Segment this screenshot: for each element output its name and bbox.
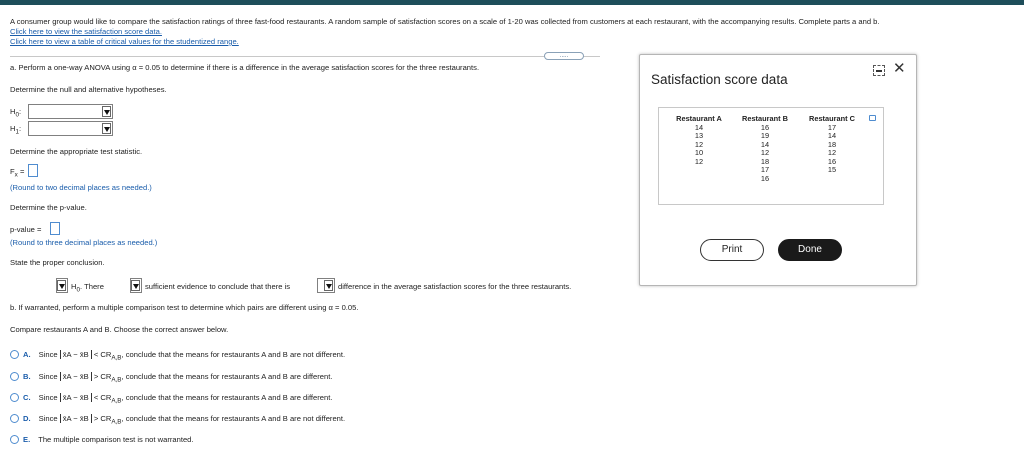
table-cell: 17 (760, 165, 770, 174)
view-table-link[interactable]: Click here to view a table of critical values for the studentized range. (10, 37, 239, 46)
print-button[interactable]: Print (700, 239, 764, 261)
table-cell: 15 (827, 165, 837, 174)
column-header: Restaurant B (742, 114, 788, 123)
column-header: Restaurant A (676, 114, 722, 123)
p-value-input[interactable] (50, 222, 60, 235)
part-a-instruction: a. Perform a one-way ANOVA using α = 0.05 to determine if there is a difference in the average satisfaction scores for the three restaurants. (10, 63, 480, 72)
minimize-icon[interactable] (873, 65, 885, 76)
chevron-down-icon (102, 123, 111, 134)
h1-dropdown[interactable] (28, 121, 113, 136)
table-cell: 13 (694, 131, 704, 140)
chevron-down-icon (131, 280, 140, 291)
part-b-instruction: b. If warranted, perform a multiple comparison test to determine which pairs are different using α = 0.05. (10, 303, 359, 312)
round-two-note: (Round to two decimal places as needed.) (10, 183, 152, 192)
table-cell: 18 (760, 156, 770, 166)
data-dialog (639, 54, 917, 286)
column-restaurant-a (664, 115, 734, 166)
view-data-link[interactable]: Click here to view the satisfaction score data. (10, 27, 162, 36)
conclusion-h0-text: $H_0$. There (71, 282, 104, 294)
table-cell: 19 (760, 131, 770, 140)
question-prompt: A consumer group would like to compare the satisfaction ratings of three fast-food restaurants. A random sample of satisfaction scores on a scale of 1-20 was collected from customers at each restaurant, with the accompanying results. Complete parts a and b. (10, 17, 880, 26)
chevron-down-icon (102, 106, 111, 117)
table-cell: 14 (827, 131, 837, 140)
conclusion-middle-text: sufficient evidence to conclude that there is (145, 282, 291, 291)
conclusion-reject-dropdown[interactable] (56, 278, 68, 293)
table-cell: 12 (694, 156, 704, 166)
h0-dropdown[interactable] (28, 104, 113, 119)
f-stat-input[interactable] (28, 164, 38, 177)
table-cell: 12 (760, 148, 770, 157)
copy-icon[interactable] (869, 115, 876, 121)
table-cell: 10 (694, 148, 704, 157)
p-value-prompt: Determine the p-value. (10, 203, 87, 212)
compare-prompt: Compare restaurants A and B. Choose the correct answer below. (10, 325, 229, 334)
table-cell: 12 (694, 139, 704, 149)
table-cell: 14 (694, 122, 704, 132)
round-three-note: (Round to three decimal places as needed.) (10, 238, 158, 247)
dialog-title: Satisfaction score data (651, 72, 788, 87)
close-icon[interactable]: ✕ (893, 60, 906, 77)
section-divider (10, 56, 600, 57)
conclusion-evidence-dropdown[interactable] (130, 278, 142, 293)
radio-button[interactable] (10, 350, 19, 359)
test-statistic-prompt: Determine the appropriate test statistic. (10, 147, 143, 156)
option-c[interactable]: C. Since x̄A − x̄B < $CR_{A,B}$, conclude that the means for restaurants A and B are different. (10, 393, 332, 405)
radio-button[interactable] (10, 414, 19, 423)
option-d[interactable]: D. Since x̄A − x̄B > $CR_{A,B}$, conclude that the means for restaurants A and B are not different. (10, 414, 345, 426)
p-value-label: p-value = (10, 225, 42, 234)
conclusion-prompt: State the proper conclusion. (10, 258, 105, 267)
option-a[interactable]: A. Since x̄A − x̄B < $CR_{A,B}$, conclude that the means for restaurants A and B are not different. (10, 350, 345, 362)
radio-button[interactable] (10, 393, 19, 402)
table-cell: 14 (760, 139, 770, 149)
top-bar (0, 0, 1024, 5)
chevron-down-icon (57, 280, 66, 291)
column-header: Restaurant C (809, 114, 855, 123)
h1-label: $H_1$: (10, 124, 22, 136)
chevron-down-icon (324, 280, 333, 291)
radio-button[interactable] (10, 435, 19, 444)
radio-button[interactable] (10, 372, 19, 381)
conclusion-end-text: difference in the average satisfaction scores for the three restaurants. (338, 282, 572, 291)
expand-more-button[interactable]: ..... (544, 52, 584, 60)
table-cell: 16 (827, 156, 837, 166)
table-cell: 16 (760, 122, 770, 132)
column-restaurant-b (730, 115, 800, 183)
conclusion-difference-dropdown[interactable] (317, 278, 335, 293)
table-cell: 17 (827, 122, 837, 132)
hypotheses-prompt: Determine the null and alternative hypotheses. (10, 85, 167, 94)
data-table (658, 107, 884, 205)
table-cell: 12 (827, 148, 837, 157)
column-restaurant-c (797, 115, 867, 175)
done-button[interactable]: Done (778, 239, 842, 261)
f-stat-label: $F_x$ = (10, 167, 25, 179)
option-b[interactable]: B. Since x̄A − x̄B > $CR_{A,B}$, conclude that the means for restaurants A and B are different. (10, 372, 332, 384)
table-cell: 18 (827, 139, 837, 149)
h0-label: $H_0$: (10, 107, 22, 119)
option-e[interactable]: E. The multiple comparison test is not warranted. (10, 435, 194, 444)
table-cell: 16 (760, 173, 770, 183)
